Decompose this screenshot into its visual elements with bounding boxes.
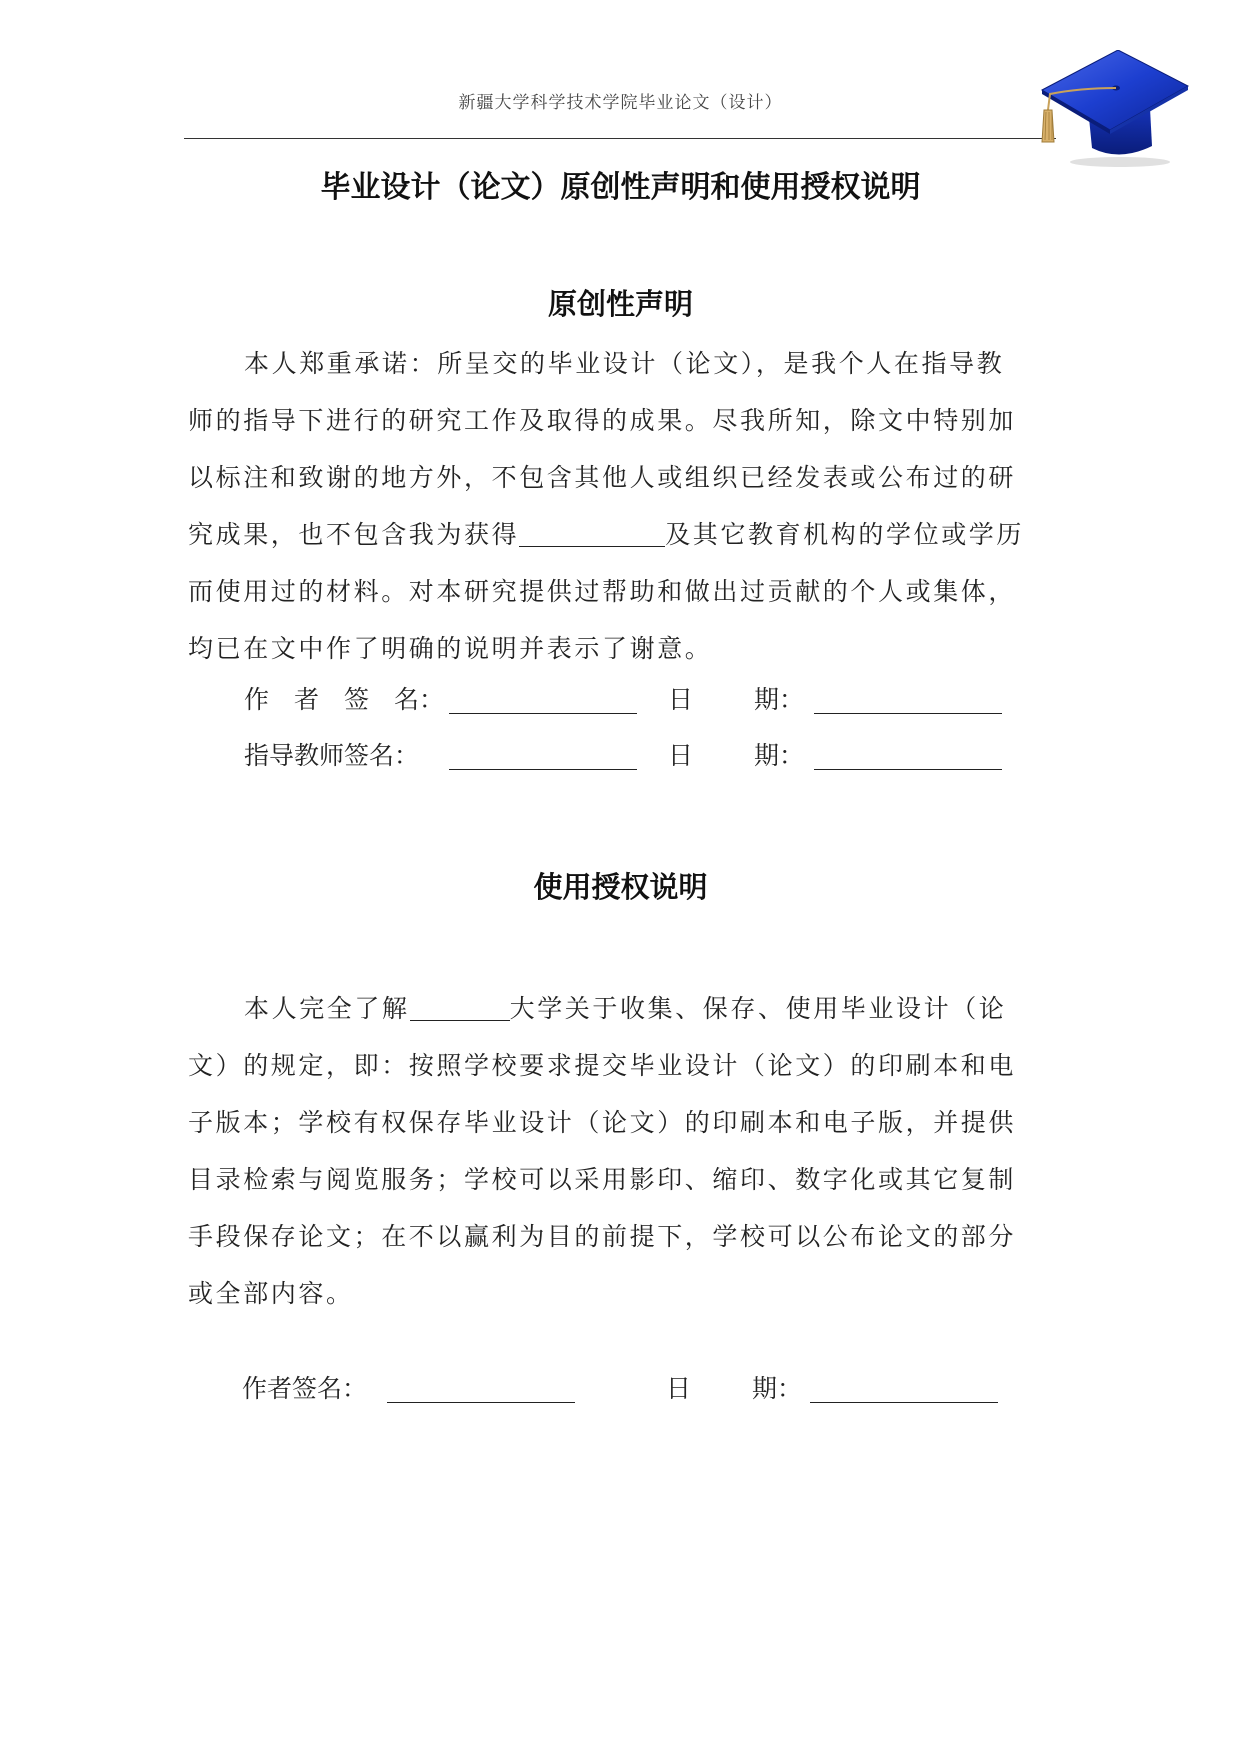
graduation-cap-icon xyxy=(1040,50,1190,170)
advisor-signature-field[interactable] xyxy=(449,769,637,770)
authorization-signature-field[interactable] xyxy=(387,1402,575,1403)
authorization-signature-row xyxy=(242,1372,1022,1406)
authorization-author-label: 作者签名： xyxy=(242,1374,368,1403)
text-line: 本人郑重承诺：所呈交的毕业设计（论文），是我个人在指导教 xyxy=(244,349,1005,378)
text-line: 究成果，也不包含我为获得 及其它教育机构的学位或学历 xyxy=(188,520,1025,549)
text-line: 而使用过的材料。对本研究提供过帮助和做出过贡献的个人或集体， xyxy=(188,577,1017,606)
author-signature-field[interactable] xyxy=(449,713,637,714)
text-line: 或全部内容。 xyxy=(188,1279,354,1308)
date-label-period: 期： xyxy=(754,741,805,770)
originality-statement xyxy=(188,335,1064,677)
text-line: 文）的规定，即：按照学校要求提交毕业设计（论文）的印刷本和电 xyxy=(188,1051,1017,1080)
advisor-signature-row xyxy=(244,739,1024,773)
advisor-date-field[interactable] xyxy=(814,769,1002,770)
authorization-heading: 使用授权说明 xyxy=(533,870,708,904)
university-blank-field[interactable] xyxy=(410,994,510,1021)
author-signature-row xyxy=(244,683,1024,717)
author-signature-label: 作 者 签 名： xyxy=(244,685,445,714)
page-title: 毕业设计（论文）原创性声明和使用授权说明 xyxy=(320,170,921,205)
running-header: 新疆大学科学技术学院毕业论文（设计） xyxy=(458,93,783,113)
date-label-day: 日 xyxy=(666,1374,692,1403)
date-label-day: 日 xyxy=(668,741,694,770)
text-line: 手段保存论文；在不以赢利为目的前提下，学校可以公布论文的部分 xyxy=(188,1222,1017,1251)
originality-heading: 原创性声明 xyxy=(547,287,693,321)
date-label-period: 期： xyxy=(752,1374,803,1403)
advisor-signature-label: 指导教师签名： xyxy=(244,741,420,770)
date-label-period: 期： xyxy=(754,685,805,714)
degree-blank-field[interactable] xyxy=(519,520,665,547)
text-line: 子版本；学校有权保存毕业设计（论文）的印刷本和电子版，并提供 xyxy=(188,1108,1017,1137)
text-line: 均已在文中作了明确的说明并表示了谢意。 xyxy=(188,634,713,663)
authorization-statement xyxy=(188,980,1064,1322)
text-line: 师的指导下进行的研究工作及取得的成果。尽我所知，除文中特别加 xyxy=(188,406,1017,435)
author-date-field[interactable] xyxy=(814,713,1002,714)
text-line: 本人完全了解 大学关于收集、保存、使用毕业设计（论 xyxy=(244,994,1007,1023)
date-label-day: 日 xyxy=(668,685,694,714)
text-line: 以标注和致谢的地方外，不包含其他人或组织已经发表或公布过的研 xyxy=(188,463,1017,492)
header-rule xyxy=(184,138,1056,139)
text-line: 目录检索与阅览服务；学校可以采用影印、缩印、数字化或其它复制 xyxy=(188,1165,1017,1194)
authorization-date-field[interactable] xyxy=(810,1402,998,1403)
